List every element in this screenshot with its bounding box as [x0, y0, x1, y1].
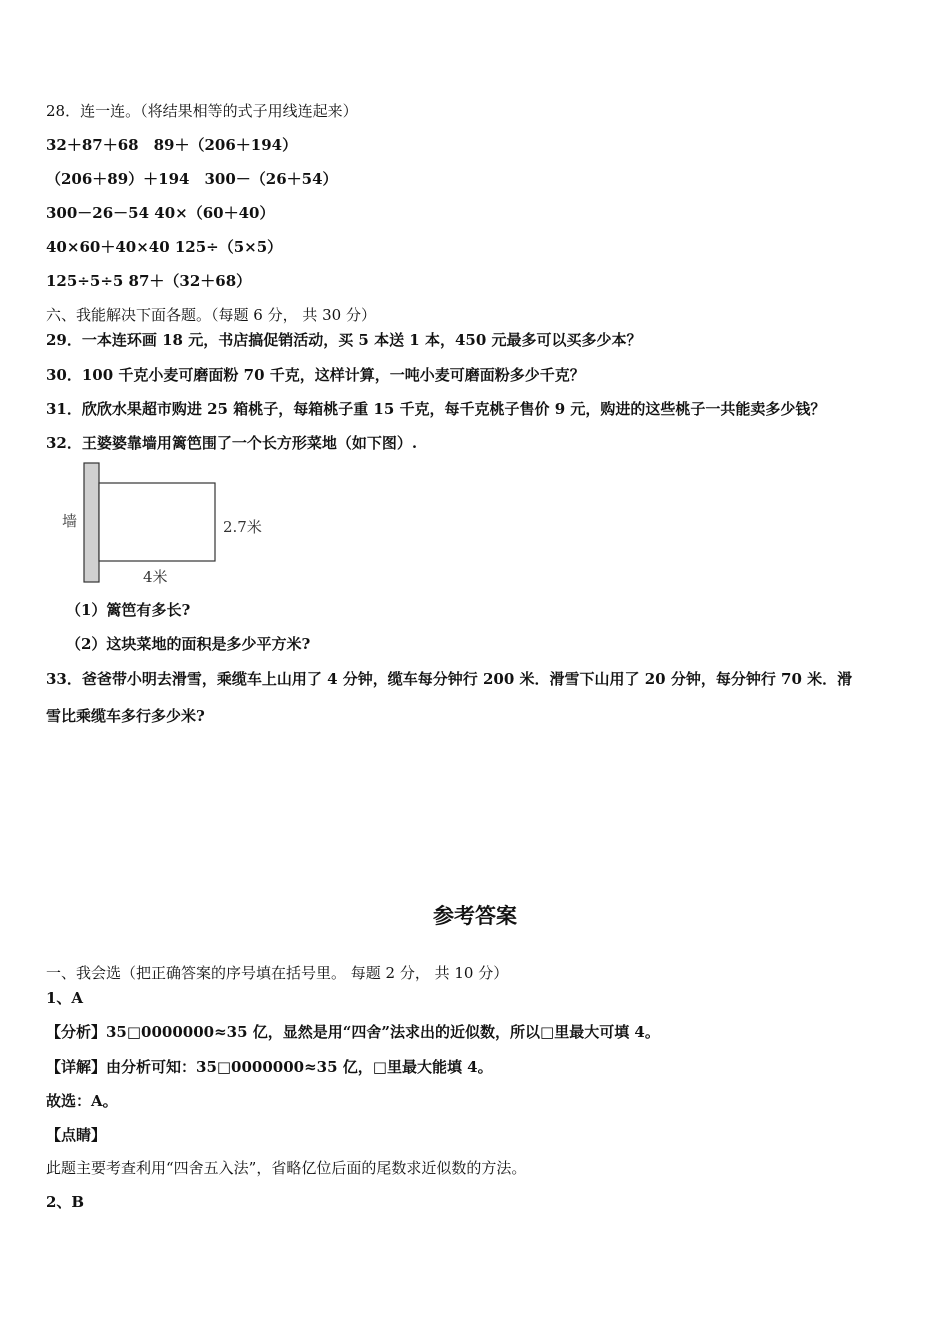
length-label: 4米	[143, 568, 168, 586]
choice: 故选：A。	[46, 1092, 118, 1110]
answers-section1: 一、我会选（把正确答案的序号填在括号里。 每题 2 分， 共 10 分）	[46, 964, 509, 982]
q32-sub2: （2）这块菜地的面积是多少平方米?	[66, 635, 311, 653]
comment-label: 【点睛】	[46, 1126, 107, 1144]
q31: 31．欣欣水果超市购进 25 箱桃子，每箱桃子重 15 千克，每千克桃子售价 9 元，购进的这些桃子一共能卖多少钱？	[46, 400, 826, 418]
garden-rectangle	[99, 483, 215, 561]
q28-row-4: 40×60＋40×40 125÷（5×5）	[46, 238, 283, 256]
q32-sub1: （1）篱笆有多长?	[66, 601, 191, 619]
q28-title: 28．连一连。（将结果相等的式子用线连起来）	[46, 102, 358, 120]
wall-label: 墙	[62, 512, 78, 530]
garden-diagram	[56, 458, 296, 590]
q33-line1: 33．爸爸带小明去滑雪，乘缆车上山用了 4 分钟，缆车每分钟行 200 米．滑雪下山用了 20 分钟，每分钟行 70 米．滑	[46, 670, 853, 688]
q28-row-2: （206＋89）＋194 300－（26＋54）	[46, 170, 338, 188]
analysis: 【分析】35□0000000≈35 亿，显然是用“四舍”法求出的近似数，所以□里最大可填 4。	[46, 1023, 660, 1041]
answer-2: 2、B	[46, 1193, 85, 1211]
q28-row-5: 125÷5÷5 87＋（32＋68）	[46, 272, 252, 290]
detail: 【详解】由分析可知：35□0000000≈35 亿，□里最大能填 4。	[46, 1058, 493, 1076]
q29: 29．一本连环画 18 元，书店搞促销活动，买 5 本送 1 本，450 元最多可以买多少本？	[46, 331, 642, 349]
width-label: 2.7米	[223, 518, 262, 536]
answers-title: 参考答案	[433, 904, 517, 928]
q32-title: 32．王婆婆靠墙用篱笆围了一个长方形菜地（如下图）.	[46, 434, 418, 452]
q33-line2: 雪比乘缆车多行多少米?	[46, 707, 205, 725]
comment: 此题主要考查利用“四舍五入法”，省略亿位后面的尾数求近似数的方法。	[46, 1159, 527, 1177]
q30: 30．100 千克小麦可磨面粉 70 千克，这样计算，一吨小麦可磨面粉多少千克？	[46, 366, 585, 384]
wall-shape	[84, 463, 99, 582]
q28-row-3: 300－26－54 40×（60＋40）	[46, 204, 275, 222]
answer-1: 1、A	[46, 989, 84, 1007]
q28-row-1: 32＋87＋68 89＋（206＋194）	[46, 136, 298, 154]
section6-heading: 六、我能解决下面各题。（每题 6 分， 共 30 分）	[46, 306, 376, 324]
